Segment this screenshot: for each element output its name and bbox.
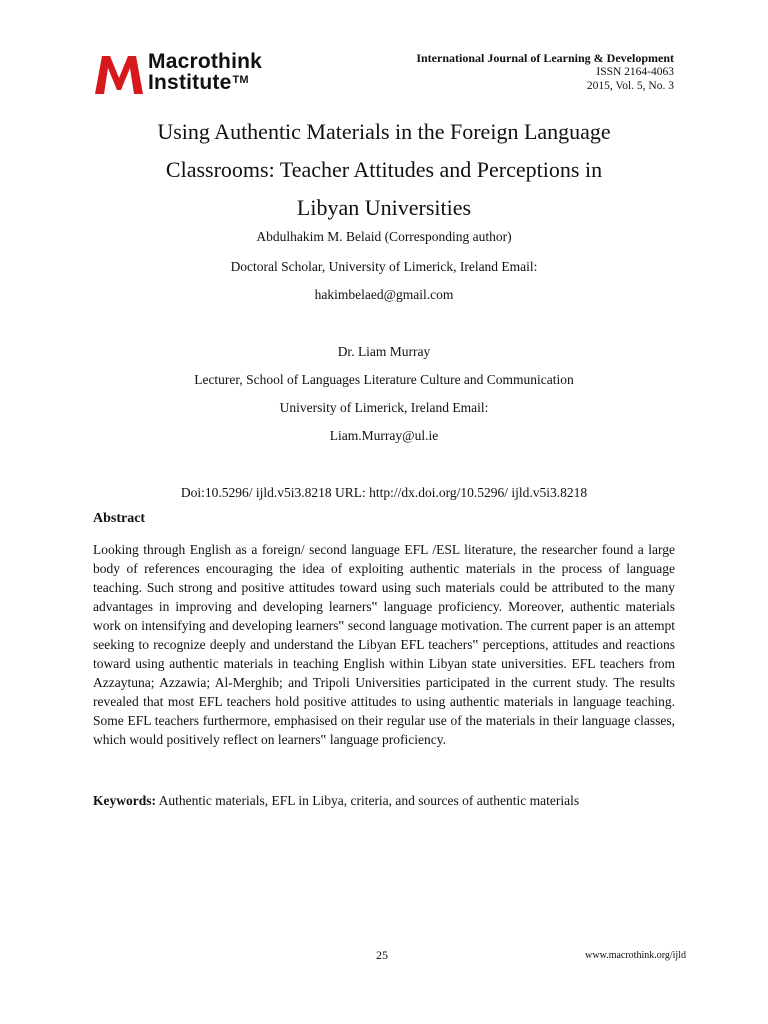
author2-affiliation-2: University of Limerick, Ireland Email: [279, 400, 489, 415]
journal-issn: ISSN 2164-4063 [596, 66, 674, 78]
logo-line2: Institute [148, 71, 232, 94]
publisher-logo [93, 50, 293, 96]
page-number: 25 [376, 948, 388, 962]
keywords [93, 793, 675, 809]
abstract-text: Looking through English as a foreign/ second language EFL /ESL literature, the researcher found a large body of references encouraging the idea of exploiting authentic materials in the process of language teaching. Such strong and positive attitudes toward using such materials could be attributed to the many advantages in improving and developing learners‟ language proficiency. Moreover, authentic materials work on intensifying and developing learners‟ second language motivation. The current paper is an attempt seeking to recognize deeply and understand the Libyan EFL teachers‟ perceptions, attitudes and reactions toward using authentic materials in teaching English within Libyan state universities. EFL teachers from Azzaytuna; Azzawia; Al-Merghib; and Tripoli Universities participated in the current study. The results revealed that most EFL teachers hold positive attitudes to using authentic materials in language teaching. Some EFL teachers furthermore, emphasised on their regular use of the materials in their language classes, which would positively reflect on learners‟ language proficiency. [93, 542, 675, 747]
author1-email: hakimbelaed@gmail.com [314, 287, 454, 302]
journal-website: www.macrothink.org/ijld [585, 950, 686, 961]
macrothink-m-icon [93, 50, 145, 96]
abstract-heading: Abstract [93, 511, 146, 526]
keywords-text: Authentic materials, EFL in Libya, criteria, and sources of authentic materials [156, 793, 580, 808]
paper-title [90, 113, 678, 227]
author2-email: Liam.Murray@ul.ie [329, 428, 439, 443]
author2-name: Dr. Liam Murray [337, 344, 431, 359]
author1-name: Abdulhakim M. Belaid (Corresponding author) [256, 229, 512, 244]
journal-volume: 2015, Vol. 5, No. 3 [586, 80, 674, 92]
logo-trademark: TM [232, 74, 249, 86]
journal-info [416, 51, 674, 93]
logo-line1: Macrothink [148, 50, 263, 73]
author2-affiliation-1: Lecturer, School of Languages Literature Culture and Communication [194, 372, 574, 387]
title-line-3: Libyan Universities [296, 195, 472, 220]
doi-line: Doi:10.5296/ ijld.v5i3.8218 URL: http://dx.doi.org/10.5296/ ijld.v5i3.8218 [180, 485, 588, 500]
keywords-label: Keywords: [93, 793, 156, 808]
journal-name: International Journal of Learning & Development [416, 51, 674, 65]
title-line-1: Using Authentic Materials in the Foreign Language [157, 119, 611, 144]
title-line-2: Classrooms: Teacher Attitudes and Perceptions in [165, 157, 603, 182]
author1-affiliation: Doctoral Scholar, University of Limerick, Ireland Email: [230, 259, 538, 274]
